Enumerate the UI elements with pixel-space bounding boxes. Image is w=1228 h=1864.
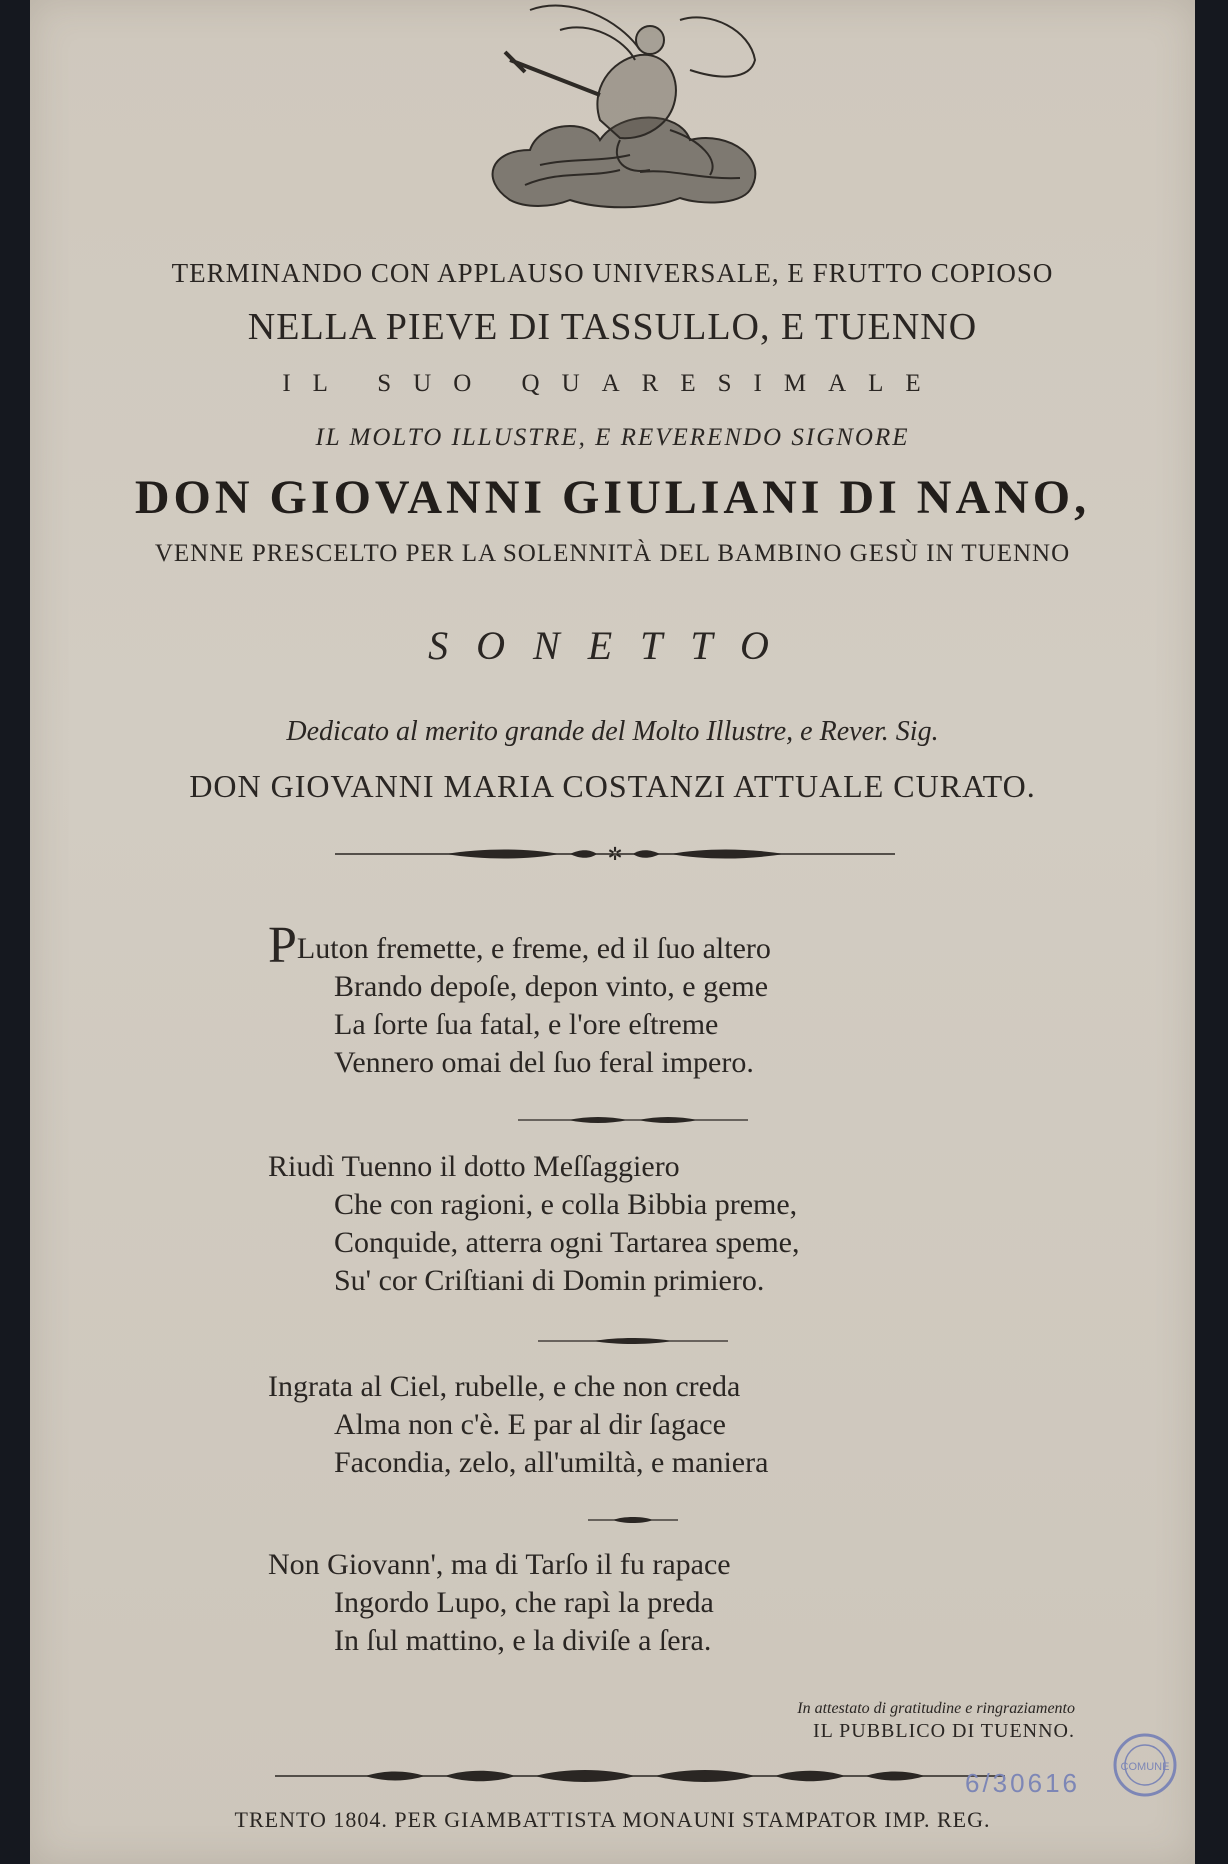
stamp-text: COMUNE (1120, 1761, 1170, 1773)
verse-line: Conquide, atterra ogni Tartarea speme, (334, 1226, 800, 1259)
verse-line: Su' cor Criſtiani di Domin primiero. (334, 1264, 765, 1297)
ornament-divider-icon (538, 1333, 728, 1349)
verse-line: Che con ragioni, e colla Bibbia preme, (334, 1188, 798, 1221)
header-line-1: TERMINANDO CON APPLAUSO UNIVERSALE, E FRUTTO COPIOSO (171, 258, 1054, 288)
verse-line: Facondia, zelo, all'umiltà, e maniera (334, 1446, 769, 1479)
verse-line: Brando depoſe, depon vinto, e geme (334, 970, 769, 1003)
stanza-1 (268, 917, 771, 1082)
verse-line: Ingrata al Ciel, rubelle, e che non creda (268, 1370, 741, 1403)
angel-woodcut-icon (450, 0, 810, 210)
broadside-sheet (30, 0, 1195, 1864)
header-line-6: VENNE PRESCELTO PER LA SOLENNITÀ DEL BAMBINO GESÙ IN TUENNO (154, 540, 1071, 567)
verse-line: La ſorte ſua fatal, e l'ore eſtreme (334, 1008, 719, 1041)
header-line-4: IL MOLTO ILLUSTRE, E REVERENDO SIGNORE (315, 424, 910, 451)
ornament-long-rule-icon (275, 1765, 1005, 1787)
stanza-3 (268, 1368, 768, 1482)
signature-line: IL PUBBLICO DI TUENNO. (813, 1720, 1075, 1742)
header-line-3: IL SUO QUARESIMALE (282, 370, 943, 397)
library-stamp-icon (1110, 1730, 1180, 1800)
preacher-name: DON GIOVANNI GIULIANI DI NANO, (134, 471, 1091, 524)
sonnet-title: SONETTO (428, 623, 797, 668)
verse-line: Non Giovann', ma di Tarſo il fu rapace (268, 1548, 731, 1581)
verse-line: PLuton fremette, e freme, ed il ſuo altero (268, 917, 771, 974)
ornament-divider-icon (588, 1513, 678, 1527)
stanza-4 (268, 1546, 731, 1660)
header-line-2: NELLA PIEVE DI TASSULLO, E TUENNO (247, 306, 978, 348)
ornament-divider-icon (518, 1112, 748, 1128)
printer-imprint: TRENTO 1804. PER GIAMBATTISTA MONAUNI STAMPATOR IMP. REG. (234, 1807, 991, 1832)
stanza-2 (268, 1148, 800, 1300)
verse-line: Ingordo Lupo, che rapì la preda (334, 1586, 714, 1619)
attestation-line: In attestato di gratitudine e ringraziamento (797, 1700, 1075, 1717)
svg-text:✲: ✲ (607, 844, 623, 864)
verse-line: Vennero omai del ſuo feral impero. (334, 1046, 754, 1079)
verse-line: Riudì Tuenno il dotto Meſſaggiero (268, 1150, 680, 1183)
dedication-line-2: DON GIOVANNI MARIA COSTANZI ATTUALE CURATO. (189, 768, 1036, 804)
ornament-rule-icon (335, 842, 895, 866)
verse-line: In ſul mattino, e la diviſe a ſera. (334, 1624, 712, 1657)
shelfmark: 6/30616 (965, 1768, 1080, 1798)
drop-cap: P (268, 917, 297, 974)
verse-line: Alma non c'è. E par al dir ſagace (334, 1408, 726, 1441)
dedication-line-1: Dedicato al merito grande del Molto Illustre, e Rever. Sig. (286, 716, 939, 747)
